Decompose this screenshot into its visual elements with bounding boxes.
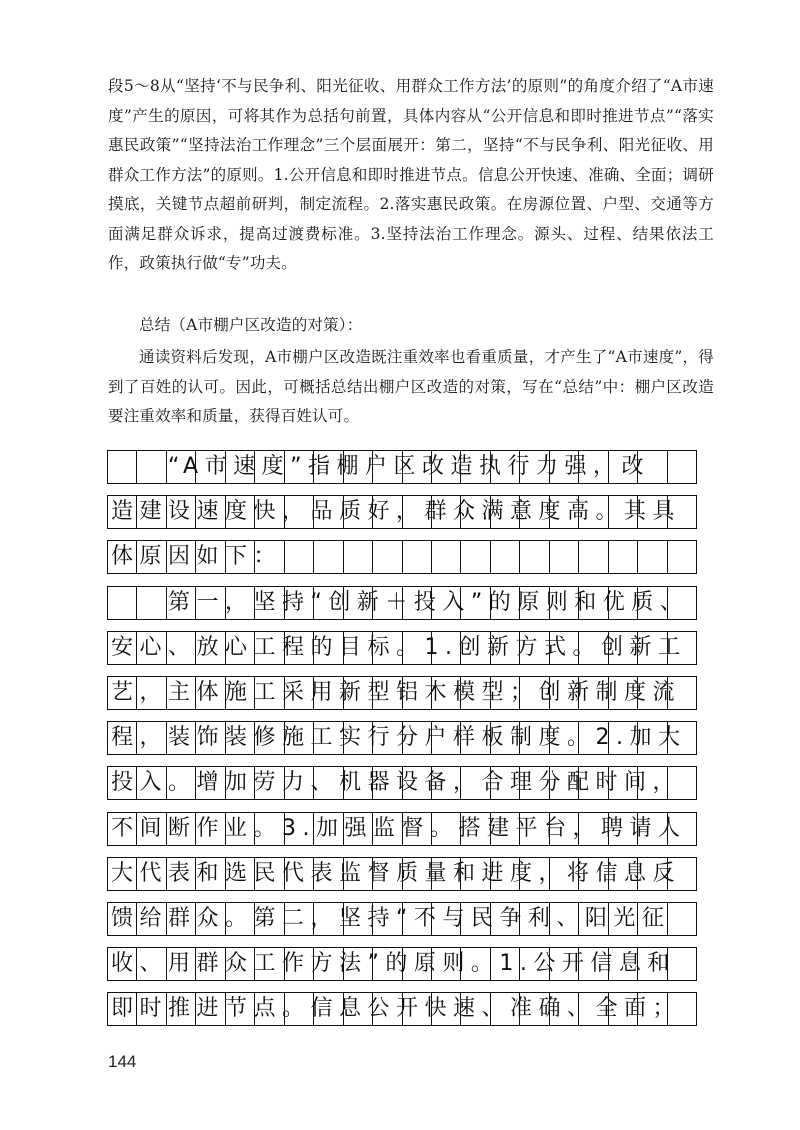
grid-line-text: 艺，主体施工采用新型铝木模型；创新制度流 (111, 680, 682, 705)
summary-heading: 总结（A市棚户区改造的对策）： (139, 316, 363, 334)
grid-line-text: 不间断作业。3.加强监督。搭建平台，聘请人 (111, 816, 687, 841)
grid-line-text: 第一，坚持“创新＋投入”的原则和优质、 (111, 590, 689, 615)
grid-line-text: 造建设速度快，品质好，群众满意度高。其具 (111, 499, 682, 524)
grid-line-text: 安心、放心工程的目标。1.创新方式。创新工 (111, 635, 687, 660)
grid-line-text: 即时推进节点。信息公开快速、准确、全面； (111, 996, 682, 1021)
grid-line-text: 收、用群众工作方法”的原则。1.公开信息和 (111, 951, 676, 976)
grid-line-text: 馈给群众。第二，坚持“不与民争利、阳光征 (111, 906, 671, 931)
grid-line-text: “A市速度”指棚户区改造执行力强，改 (111, 454, 651, 479)
page-number: 144 (108, 1052, 137, 1071)
grid-line-text: 体原因如下： (111, 544, 283, 569)
summary-paragraph: 通读资料后发现，A市棚户区改造既注重效率也看重质量，才产生了“A市速度”，得到了百姓的认可。因此，可概括总结出棚户区改造的对策，写在“总结”中：棚户区改造要注重效率和质量，获得百姓认可。 (108, 348, 714, 425)
analysis-paragraph: 段5～8从“坚持‘不与民争利、阳光征收、用群众工作方法’的原则”的角度介绍了“A市速度”产生的原因，可将其作为总括句前置，具体内容从“公开信息和即时推进节点”“落实惠民政策”“坚持法治工作理念”三个层面展开：第二，坚持“不与民争利、阳光征收、用群众工作方法”的原则。1.公开信息和即时推进节点。信息公开快速、准确、全面；调研摸底，关键节点超前研判，制定流程。2.落实惠民政策。在房源位置、户型、交通等方面满足群众诉求，提高过渡费标准。3.坚持法治工作理念。源头、过程、结果依法工作，政策执行做“专”功夫。 (108, 77, 714, 272)
grid-line-text: 大代表和选民代表监督质量和进度，将信息反 (111, 861, 682, 886)
grid-line-text: 投入。增加劳力、机器设备，合理分配时间， (111, 770, 682, 795)
grid-line-text: 程，装饰装修施工实行分户样板制度。2.加大 (111, 725, 687, 750)
